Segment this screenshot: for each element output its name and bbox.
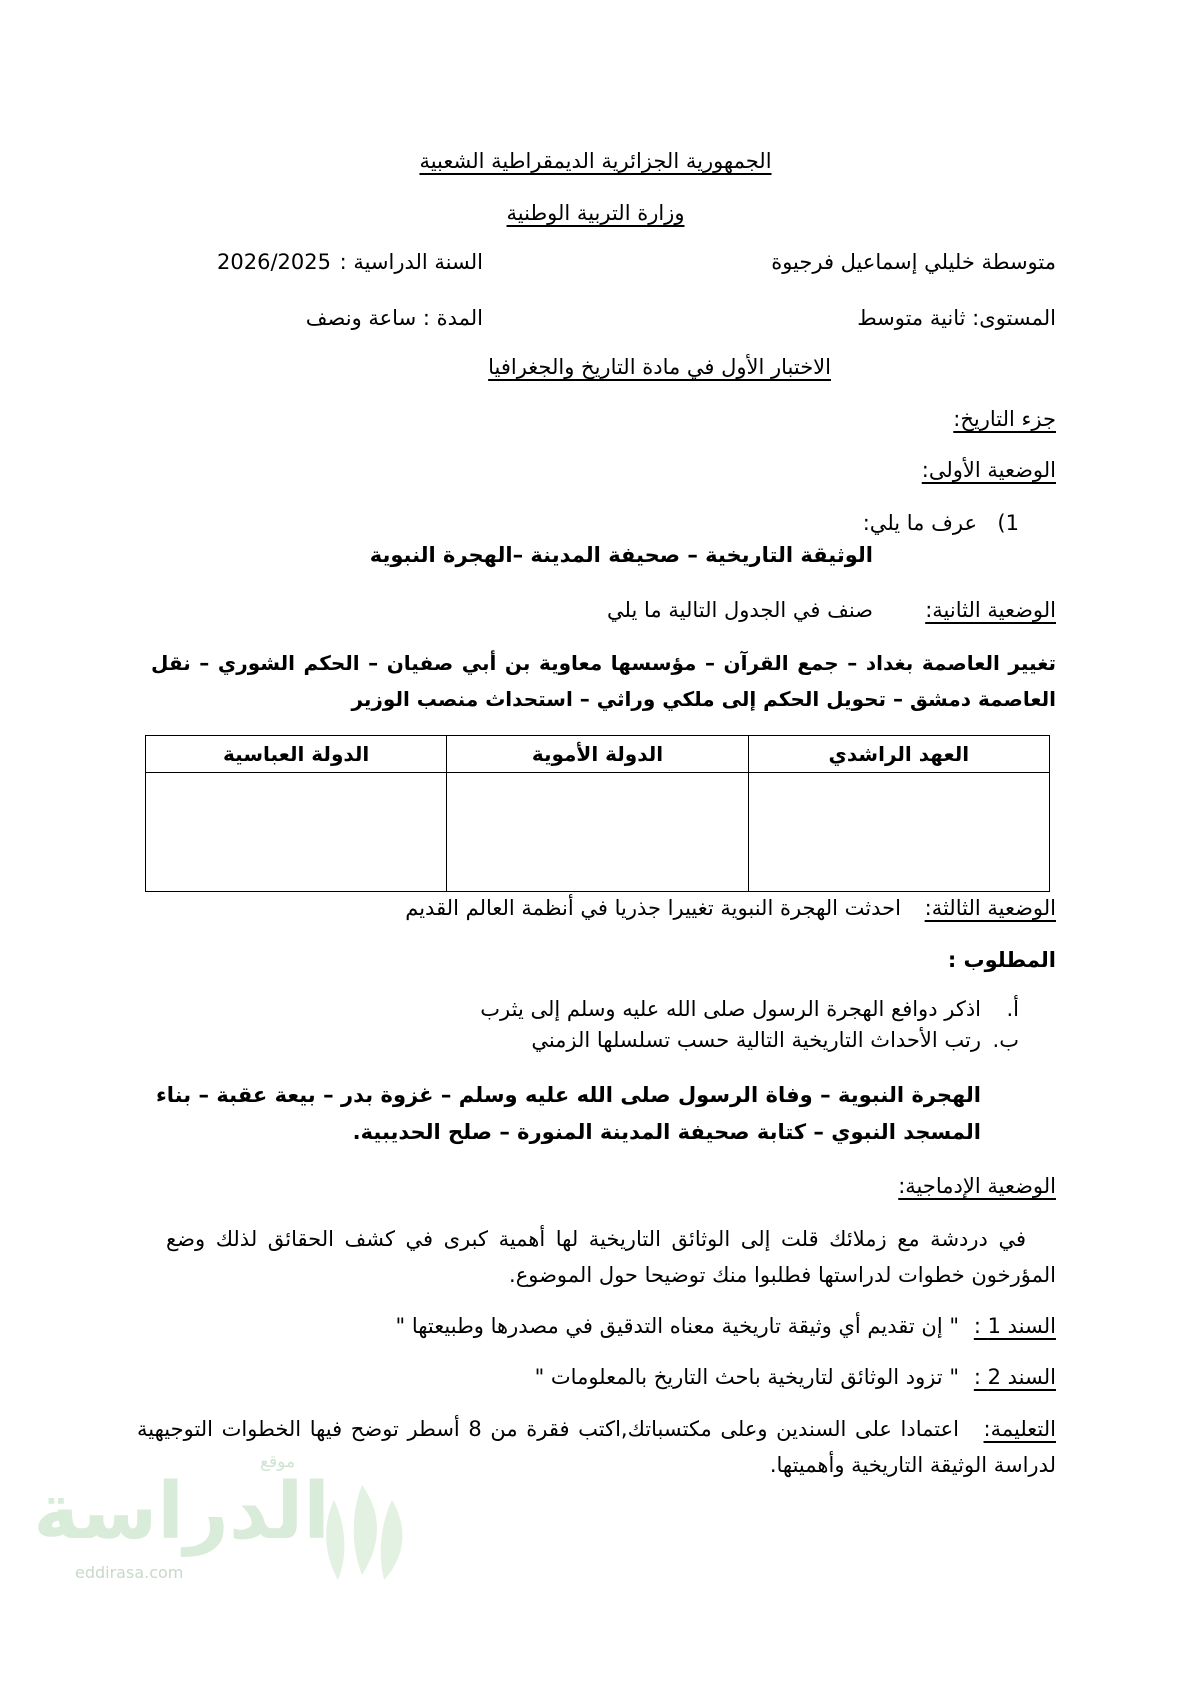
q-a-text: اذكر دوافع الهجرة الرسول صلى الله عليه وسلم إلى يثرب — [480, 997, 981, 1021]
q-a-label: أ. — [1006, 997, 1019, 1021]
classification-table — [145, 735, 1050, 892]
doc1-label: السند 1 : — [973, 1314, 1056, 1338]
integration-para-line2: المؤرخون خطوات لدراستها فطلبوا منك توضيحا حول الموضوع. — [509, 1263, 1056, 1287]
header-umayyad: الدولة الأموية — [447, 736, 748, 773]
classify-items-line2: العاصمة دمشق – تحويل الحكم إلى ملكي وراثي – استحداث منصب الوزير — [351, 687, 1056, 711]
answer-cell-abbasid[interactable] — [146, 773, 447, 892]
header-abbasid: الدولة العباسية — [146, 736, 447, 773]
duration: المدة : ساعة ونصف — [305, 306, 483, 330]
exam-title: الاختبار الأول في مادة التاريخ والجغرافيا — [488, 355, 831, 379]
events-line1: الهجرة النبوية – وفاة الرسول صلى الله عليه وسلم – غزوة بدر – بيعة عقبة – بناء — [156, 1083, 981, 1107]
instruction-label: التعليمة: — [983, 1417, 1056, 1441]
table-header-row — [146, 736, 1050, 773]
doc2-label: السند 2 : — [973, 1365, 1056, 1389]
watermark-text: الدراسة — [33, 1467, 330, 1557]
table-answer-row — [146, 773, 1050, 892]
q-b-label: ب. — [992, 1028, 1019, 1052]
doc1-text: " إن تقديم أي وثيقة تاريخية معناه التدقيق في مصدرها وطبيعتها " — [395, 1314, 959, 1338]
situation3-statement: احدثت الهجرة النبوية تغييرا جذريا في أنظمة العالم القديم — [405, 896, 901, 920]
watermark-small-text: موقع — [260, 1452, 296, 1472]
answer-cell-umayyad[interactable] — [447, 773, 748, 892]
answer-cell-rashidun[interactable] — [748, 773, 1049, 892]
school-name: متوسطة خليلي إسماعيل فرجيوة — [771, 250, 1056, 274]
situation1-heading: الوضعية الأولى: — [921, 458, 1056, 482]
header-rashidun: العهد الراشدي — [748, 736, 1049, 773]
situation3-heading: الوضعية الثالثة: — [924, 896, 1056, 920]
q-b-text: رتب الأحداث التاريخية التالية حسب تسلسلها الزمني — [531, 1028, 981, 1052]
year-label: السنة الدراسية : — [339, 250, 483, 274]
year-value: 2026/2025 — [217, 250, 331, 274]
ministry-title: وزارة التربية الوطنية — [506, 201, 685, 225]
republic-title: الجمهورية الجزائرية الديمقراطية الشعبية — [419, 149, 772, 173]
doc2-text: " تزود الوثائق لتاريخية باحث التاريخ بالمعلومات " — [534, 1365, 959, 1389]
events-line2: المسجد النبوي – كتابة صحيفة المدينة المنورة – صلح الحديبية. — [352, 1120, 981, 1144]
integration-heading: الوضعية الإدماجية: — [898, 1174, 1056, 1198]
situation2-instruction: صنف في الجدول التالية ما يلي — [607, 598, 873, 622]
q1-number: 1) — [997, 511, 1019, 535]
situation2-heading: الوضعية الثانية: — [925, 598, 1056, 622]
level: المستوى: ثانية متوسط — [857, 306, 1056, 330]
required-heading: المطلوب : — [947, 948, 1056, 972]
instruction-line2: لدراسة الوثيقة التاريخية وأهميتها. — [769, 1453, 1056, 1477]
integration-para-line1: في دردشة مع زملائك قلت إلى الوثائق التاريخية لها أهمية كبرى في كشف الحقائق لذلك وضع — [166, 1227, 1026, 1251]
q1-text: عرف ما يلي: — [862, 511, 977, 535]
instruction-line1: اعتمادا على السندين وعلى مكتسباتك,اكتب فقرة من 8 أسطر توضح فيها الخطوات التوجيهية — [137, 1417, 959, 1441]
history-heading: جزء التاريخ: — [953, 407, 1056, 431]
classify-items-line1: تغيير العاصمة بغداد – جمع القرآن – مؤسسها معاوية بن أبي صفيان – الحكم الشوري – نقل — [151, 651, 1056, 675]
watermark-url: eddirasa.com — [75, 1563, 184, 1582]
define-terms: الوثيقة التاريخية – صحيفة المدينة –الهجرة النبوية — [369, 543, 873, 567]
